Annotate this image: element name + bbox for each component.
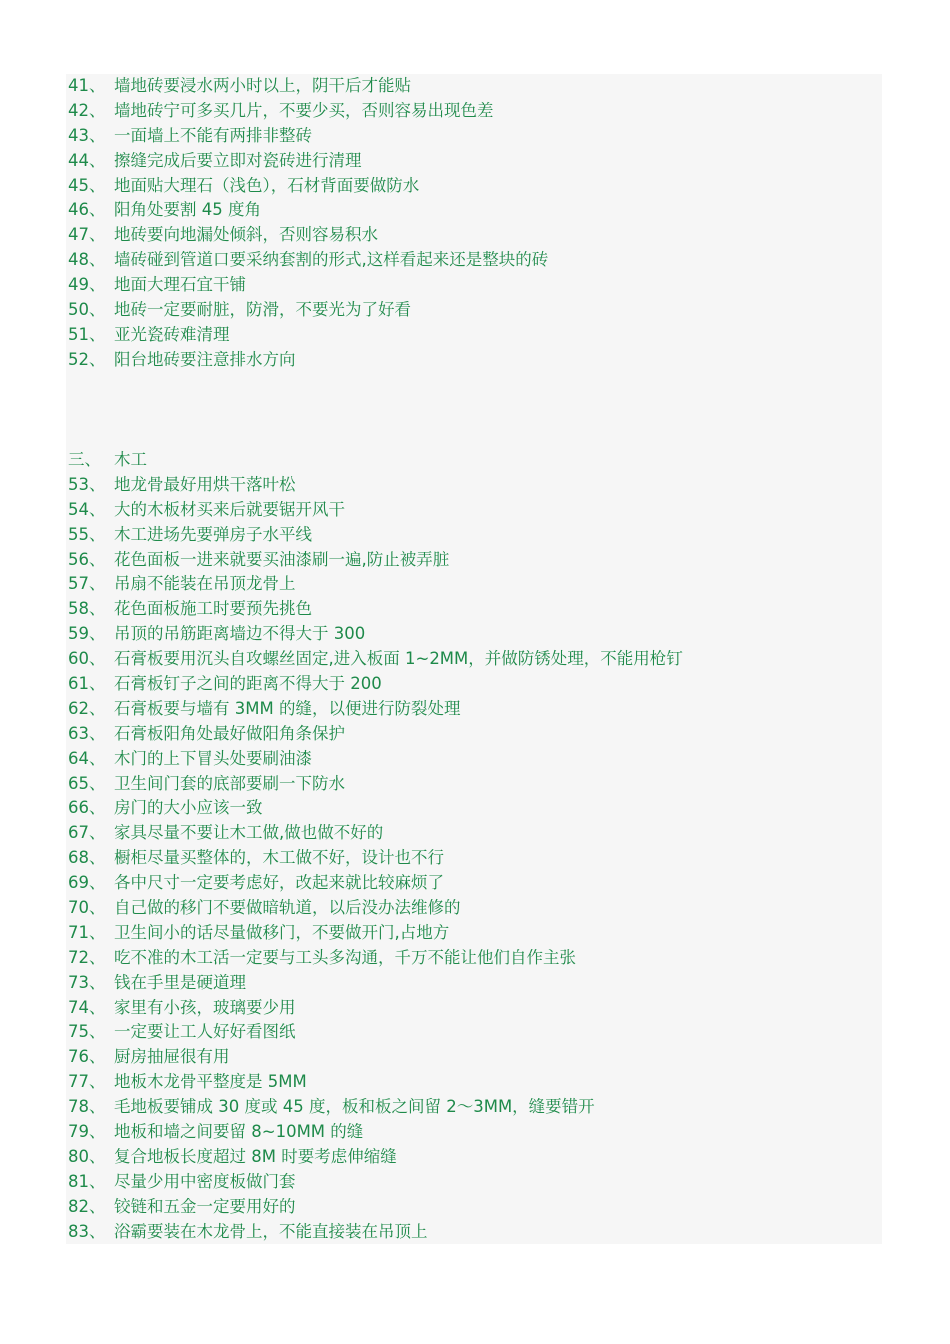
carpentry-items-list	[68, 473, 868, 1245]
list-item	[68, 548, 868, 573]
list-item	[68, 298, 868, 323]
item-text: 地面大理石宜干铺	[114, 275, 246, 295]
list-item	[68, 996, 868, 1021]
list-item	[68, 1220, 868, 1245]
item-text: 石膏板要用沉头自攻螺丝固定,进入板面 1~2MM，并做防锈处理，不能用枪钉	[114, 649, 683, 669]
item-number: 83、	[68, 1221, 106, 1241]
item-number: 58、	[68, 599, 106, 619]
list-item	[68, 223, 868, 248]
item-text: 卫生间小的话尽量做移门，不要做开门,占地方	[114, 922, 450, 942]
item-number: 60、	[68, 649, 106, 669]
list-item	[68, 796, 868, 821]
list-item	[68, 846, 868, 871]
list-item	[68, 1045, 868, 1070]
list-item	[68, 1195, 868, 1220]
item-number: 57、	[68, 574, 106, 594]
item-text: 阳台地砖要注意排水方向	[114, 349, 296, 369]
item-number: 79、	[68, 1122, 106, 1142]
item-number: 47、	[68, 225, 106, 245]
item-text: 一面墙上不能有两排非整砖	[114, 125, 312, 145]
item-number: 45、	[68, 175, 106, 195]
item-text: 地砖要向地漏处倾斜，否则容易积水	[114, 225, 378, 245]
list-item	[68, 747, 868, 772]
item-number: 72、	[68, 947, 106, 967]
item-text: 地板和墙之间要留 8~10MM 的缝	[114, 1122, 364, 1142]
item-number: 56、	[68, 549, 106, 569]
item-text: 自己做的移门不要做暗轨道，以后没办法维修的	[114, 898, 461, 918]
item-text: 吊扇不能装在吊顶龙骨上	[114, 574, 296, 594]
item-text: 花色面板施工时要预先挑色	[114, 599, 312, 619]
section-heading	[68, 448, 868, 473]
list-item	[68, 149, 868, 174]
item-number: 69、	[68, 873, 106, 893]
item-text: 墙地砖宁可多买几片，不要少买，否则容易出现色差	[114, 100, 494, 120]
item-text: 亚光瓷砖难清理	[114, 324, 230, 344]
item-text: 家具尽量不要让木工做,做也做不好的	[114, 823, 384, 843]
list-item	[68, 74, 868, 99]
list-item	[68, 722, 868, 747]
item-text: 木工进场先要弹房子水平线	[114, 524, 312, 544]
item-text: 吊顶的吊筋距离墙边不得大于 300	[114, 624, 366, 644]
item-number: 44、	[68, 150, 106, 170]
item-number: 80、	[68, 1146, 106, 1166]
list-item	[68, 1095, 868, 1120]
list-item	[68, 348, 868, 373]
item-text: 花色面板一进来就要买油漆刷一遍,防止被弄脏	[114, 549, 450, 569]
list-item	[68, 871, 868, 896]
list-item	[68, 523, 868, 548]
section-title: 木工	[114, 450, 147, 469]
list-item	[68, 896, 868, 921]
item-number: 71、	[68, 922, 106, 942]
item-text: 橱柜尽量买整体的，木工做不好，设计也不行	[114, 848, 444, 868]
item-number: 82、	[68, 1196, 106, 1216]
list-item	[68, 124, 868, 149]
list-item	[68, 946, 868, 971]
list-item	[68, 672, 868, 697]
list-item	[68, 1070, 868, 1095]
item-text: 毛地板要铺成 30 度或 45 度，板和板之间留 2～3MM，缝要错开	[114, 1097, 595, 1117]
item-text: 吃不准的木工活一定要与工头多沟通，千万不能让他们自作主张	[114, 947, 576, 967]
list-item	[68, 772, 868, 797]
list-item	[68, 821, 868, 846]
item-text: 钱在手里是硬道理	[114, 972, 246, 992]
item-number: 52、	[68, 349, 106, 369]
item-text: 一定要让工人好好看图纸	[114, 1022, 296, 1042]
item-text: 地砖一定要耐脏，防滑，不要光为了好看	[114, 300, 411, 320]
item-number: 63、	[68, 723, 106, 743]
item-text: 各中尺寸一定要考虑好，改起来就比较麻烦了	[114, 873, 444, 893]
list-item	[68, 921, 868, 946]
item-number: 41、	[68, 76, 106, 95]
list-item	[68, 498, 868, 523]
list-item	[68, 647, 868, 672]
item-number: 70、	[68, 898, 106, 918]
list-item	[68, 273, 868, 298]
item-text: 复合地板长度超过 8M 时要考虑伸缩缝	[114, 1146, 397, 1166]
item-number: 77、	[68, 1072, 106, 1092]
item-number: 73、	[68, 972, 106, 992]
list-item	[68, 1120, 868, 1145]
item-number: 65、	[68, 773, 106, 793]
item-number: 55、	[68, 524, 106, 544]
item-number: 74、	[68, 997, 106, 1017]
item-number: 66、	[68, 798, 106, 818]
item-number: 68、	[68, 848, 106, 868]
item-text: 墙地砖要浸水两小时以上，阴干后才能贴	[114, 76, 411, 95]
item-number: 49、	[68, 275, 106, 295]
item-text: 大的木板材买来后就要锯开风干	[114, 499, 345, 519]
item-text: 擦缝完成后要立即对瓷砖进行清理	[114, 150, 362, 170]
item-text: 墙砖碰到管道口要采纳套割的形式,这样看起来还是整块的砖	[114, 250, 549, 270]
item-number: 81、	[68, 1171, 106, 1191]
item-text: 木门的上下冒头处要刷油漆	[114, 748, 312, 768]
list-item	[68, 1145, 868, 1170]
list-item	[68, 1170, 868, 1195]
item-number: 54、	[68, 499, 106, 519]
list-item	[68, 697, 868, 722]
item-number: 46、	[68, 200, 106, 220]
list-item	[68, 1020, 868, 1045]
list-item	[68, 174, 868, 199]
item-number: 53、	[68, 474, 106, 494]
item-text: 尽量少用中密度板做门套	[114, 1171, 296, 1191]
list-item	[68, 473, 868, 498]
item-text: 石膏板阳角处最好做阳角条保护	[114, 723, 345, 743]
item-text: 地面贴大理石（浅色），石材背面要做防水	[114, 175, 420, 195]
item-text: 阳角处要割 45 度角	[114, 200, 261, 220]
item-text: 浴霸要装在木龙骨上，不能直接装在吊顶上	[114, 1221, 428, 1241]
section-number: 三、	[68, 450, 101, 469]
item-number: 64、	[68, 748, 106, 768]
item-text: 家里有小孩，玻璃要少用	[114, 997, 296, 1017]
item-number: 42、	[68, 100, 106, 120]
item-number: 62、	[68, 698, 106, 718]
item-text: 房门的大小应该一致	[114, 798, 263, 818]
list-item	[68, 99, 868, 124]
list-item	[68, 622, 868, 647]
tile-items-list	[68, 74, 868, 373]
item-number: 75、	[68, 1022, 106, 1042]
item-number: 50、	[68, 300, 106, 320]
item-number: 43、	[68, 125, 106, 145]
list-item	[68, 323, 868, 348]
item-number: 48、	[68, 250, 106, 270]
item-number: 67、	[68, 823, 106, 843]
item-text: 石膏板要与墙有 3MM 的缝，以便进行防裂处理	[114, 698, 461, 718]
item-number: 59、	[68, 624, 106, 644]
item-number: 76、	[68, 1047, 106, 1067]
item-text: 厨房抽屉很有用	[114, 1047, 230, 1067]
list-item	[68, 198, 868, 223]
item-number: 78、	[68, 1097, 106, 1117]
list-item	[68, 248, 868, 273]
item-text: 卫生间门套的底部要刷一下防水	[114, 773, 345, 793]
list-item	[68, 597, 868, 622]
item-number: 61、	[68, 674, 106, 694]
list-item	[68, 971, 868, 996]
list-item	[68, 572, 868, 597]
item-number: 51、	[68, 324, 106, 344]
item-text: 地板木龙骨平整度是 5MM	[114, 1072, 307, 1092]
item-text: 铰链和五金一定要用好的	[114, 1196, 296, 1216]
carpentry-section	[68, 448, 868, 1245]
item-text: 石膏板钉子之间的距离不得大于 200	[114, 674, 382, 694]
item-text: 地龙骨最好用烘干落叶松	[114, 474, 296, 494]
